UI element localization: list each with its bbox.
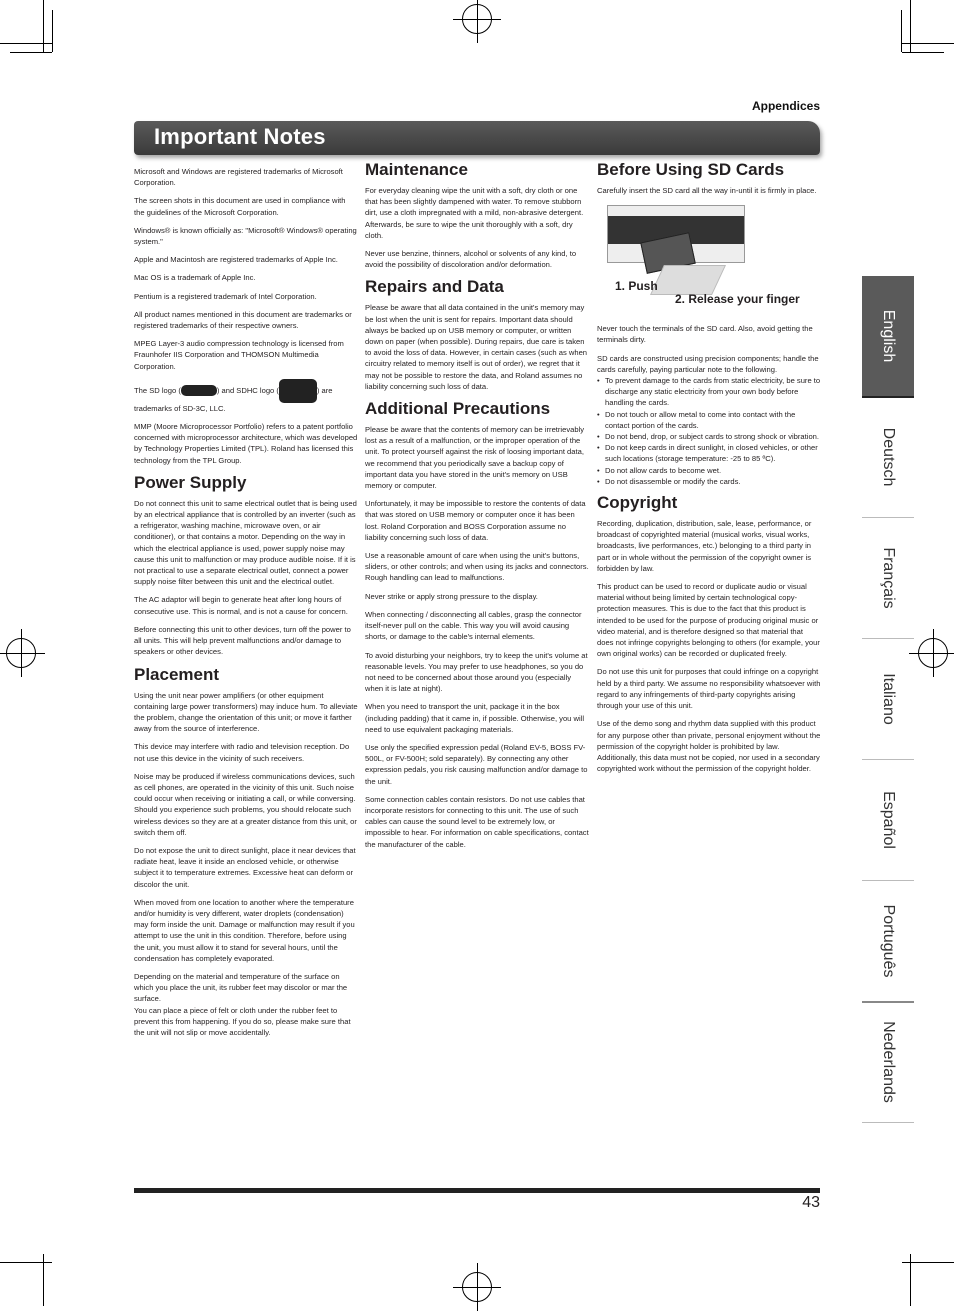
tab-label: Español [880, 791, 897, 849]
paragraph: SD cards are constructed using precision components; handle the cards carefully, paying particular note to the following. [597, 353, 819, 374]
crop-mark [910, 0, 911, 52]
tab-label: Deutsch [880, 427, 897, 487]
paragraph: Recording, duplication, distribution, sale, lease, performance, or broadcast of copyrighted material (musical works, visual works, broadcasts, live performances, etc.) belonging to a third party in part or in whole without the permission of the copyright owner is forbidden by law. [597, 519, 812, 573]
registration-mark [462, 4, 492, 34]
paragraph: Please be aware that the contents of memory can be irretrievably lost as a result of a malfunction, or the improper operation of the unit. To protect yourself against the risk of loosing important data, we recommend that you periodically save a backup copy of important data you have stored in the unit's memory on USB memory or computer. [365, 425, 585, 491]
text: The SD logo ( [134, 385, 181, 395]
paragraph: Never use benzine, thinners, alcohol or solvents of any kind, to avoid the possibility of discoloration and/or deformation. [365, 249, 577, 270]
list-item: • Do not keep cards in direct sunlight, in closed vehicles, or other such locations (storage temperature: -25 to 85 ºC). [605, 442, 821, 464]
paragraph: Carefully insert the SD card all the way in-until it is firmly in place. [597, 186, 817, 195]
page-title: Important Notes [154, 124, 326, 149]
crop-mark [10, 52, 52, 53]
paragraph: This product can be used to record or duplicate audio or visual material without being limited by certain technological copy-protection measures. This is due to the fact that this product is intended to be used for the purpose of producing original music or video material, and is therefore designed so that material that does not infringe copyrights belonging to others (for example, your own original works) can be recorded or duplicated freely. [597, 582, 820, 659]
paragraph: Mac OS is a trademark of Apple Inc. [134, 273, 256, 283]
paragraph: All product names mentioned in this document are trademarks or registered trademarks of their respective owners. [134, 309, 352, 331]
paragraph: Pentium is a registered trademark of Intel Corporation. [134, 291, 317, 301]
paragraph: MMP (Moore Microprocessor Portfolio) refers to a patent portfolio concerned with microprocessor architecture, which was developed by Technology Properties Limited (TPL). Roland has licensed this technology from the TPL Group. [134, 422, 358, 465]
sd-logo-icon [181, 385, 217, 396]
registration-mark [462, 1272, 492, 1302]
arrow-icon [650, 265, 726, 295]
tab-deutsch[interactable] [862, 397, 914, 518]
paragraph: Using the unit near power amplifiers (or other equipment containing large power transformers) may induce hum. To alleviate the problem, change the orientation of this unit; or move it farther away from the source of interference. [134, 690, 358, 734]
heading-power-supply: Power Supply [134, 472, 247, 492]
paragraph: Windows® is known officially as: "Microsoft® Windows® operating system." [134, 225, 357, 247]
release-label: 2. Release your finger [675, 292, 800, 307]
paragraph: MPEG Layer-3 audio compression technology is licensed from Fraunhofer IIS Corporation and THOMSON Multimedia Corporation. [134, 339, 344, 371]
tab-label: Português [880, 904, 897, 978]
page-number: 43 [802, 1194, 820, 1211]
paragraph: Do not connect this unit to same electrical outlet that is being used by an electrical appliance that is controlled by an inverter (such as a refrigerator, washing machine, microwave oven, or air conditioner), or that contains a motor. Depending on the way in which the electrical appliance is used, power supply noise may cause this unit to malfunction or may produce audible noise. If it is not practical to use a separate electrical outlet, connect a power supply noise filter between this unit and the electrical outlet. [134, 498, 357, 587]
paragraph: The AC adaptor will begin to generate heat after long hours of consecutive use. This is normal, and is not a cause for concern. [134, 595, 348, 616]
crop-mark [901, 10, 902, 52]
paragraph: Do not expose the unit to direct sunlight, place it near devices that radiate heat, leave it inside an enclosed vehicle, or otherwise subject it to temperature extremes. Excessive heat can deform or discolor the unit. [134, 845, 356, 889]
paragraph: To avoid disturbing your neighbors, try to keep the unit's volume at reasonable levels. You may prefer to use headphones, so you do not need to be concerned about those around you (especially when it is late at night). [365, 650, 588, 694]
list-item: • Do not touch or allow metal to come into contact with the contact portion of the cards. [605, 409, 821, 431]
paragraph: Never touch the terminals of the SD card. Also, avoid getting the terminals dirty. [597, 324, 813, 345]
list-item: • Do not bend, drop, or subject cards to strong shock or vibration. [605, 431, 821, 442]
paragraph: When connecting / disconnecting all cables, grasp the connector itself-never pull on the cable. This way you will avoid causing shorts, or damage to the cable's internal elements. [365, 609, 582, 642]
paragraph: Before connecting this unit to other devices, turn off the power to all units. This will help prevent malfunctions and/or damage to speakers or other devices. [134, 624, 351, 657]
column-3 [597, 160, 821, 781]
paragraph: Depending on the material and temperature of the surface on which you place the unit, its rubber feet may discolor or mar the surface. [134, 971, 348, 1004]
paragraph: The screen shots in this document are used in compliance with the guidelines of the Microsoft Corporation. [134, 196, 346, 217]
paragraph: When moved from one location to another where the temperature and/or humidity is very different, water droplets (condensation) may form inside the unit. Damage or malfunction may result if you attempt to use the unit in this condition. Therefore, before using the unit, you must allow it to stand for several hours, until the condensation has completely evaporated. [134, 897, 355, 963]
sd-precautions-list [597, 375, 821, 487]
tab-english[interactable] [862, 276, 914, 398]
tab-label: Nederlands [880, 1021, 897, 1103]
tab-label: Français [880, 547, 897, 609]
paragraph: When you need to transport the unit, package it in the box (including padding) that it came in, if possible. Otherwise, you will need to use equivalent packaging materials. [365, 702, 585, 734]
list-item: • Do not disassemble or modify the cards. [605, 476, 821, 487]
tab-label: English [880, 309, 897, 363]
crop-mark [902, 52, 944, 53]
paragraph: Do not use this unit for purposes that could infringe on a copyright held by a third party. We assume no responsibility whatsoever with regard to any infringements of third-party copyrights arising through your use of this unit. [597, 667, 821, 711]
paragraph: Microsoft and Windows are registered trademarks of Microsoft Corporation. [134, 167, 343, 188]
paragraph: Apple and Macintosh are registered trademarks of Apple Inc. [134, 255, 338, 265]
crop-mark [43, 1254, 44, 1306]
paragraph: Use only the specified expression pedal (Roland EV-5, BOSS FV-500L, or FV-500H; sold separately). By connecting any other expression pedals, you risk causing malfunction and/or damage to the unit. [365, 742, 588, 786]
column-2 [365, 160, 589, 857]
list-item: • To prevent damage to the cards from static electricity, be sure to discharge any static electricity from your own body before handling the cards. [605, 375, 821, 409]
tab-label: Italiano [880, 673, 897, 725]
title-bar [134, 121, 820, 155]
paragraph: Noise may be produced if wireless communications devices, such as cell phones, are operated in the vicinity of this unit. Such noise could occur when receiving or initiating a call, or while conversing. Should you experience such problems, you should relocate such wireless devices so they are at a greater distance from this unit, or switch them off. [134, 771, 357, 837]
tab-espanol[interactable] [862, 760, 914, 881]
paragraph: This device may interfere with radio and television reception. Do not use this device in the vicinity of such receivers. [134, 742, 350, 763]
paragraph: Unfortunately, it may be impossible to restore the contents of data that was stored on USB memory or computer once it has been lost. Roland Corporation and BOSS Corporation assume no liability concerning such loss of data. [365, 499, 586, 542]
column-1 [134, 166, 358, 1045]
heading-additional-precautions: Additional Precautions [365, 399, 551, 419]
paragraph: You can place a piece of felt or cloth under the rubber feet to prevent this from happening. If you do so, please make sure that the unit will not slip or move accidentally. [134, 1005, 351, 1037]
crop-mark [0, 1262, 52, 1263]
paragraph: Use a reasonable amount of care when using the unit's buttons, sliders, or other controls; and when using its jacks and connectors. Rough handling can lead to malfunctions. [365, 551, 589, 583]
heading-maintenance: Maintenance [365, 160, 468, 179]
paragraph: Some connection cables contain resistors. Do not use cables that incorporate resistors for connecting to this unit. The use of such cables can cause the sound level to be extremely low, or impossible to hear. For information on cable specifications, contact the manufacturer of the cable. [365, 794, 589, 849]
sdhc-logo-icon [279, 379, 317, 403]
paragraph: Use of the demo song and rhythm data supplied with this product for any purpose other than private, personal enjoyment without the permission of the copyright holder is prohibited by law. Additionally, this data must not be copied, nor used in a secondary copyrighted work without the permission of the copyright holder. [597, 719, 821, 774]
paragraph: Please be aware that all data contained in the unit's memory may be lost when the unit is sent for repairs. Important data should always be backed up on USB memory or computer, or written down on paper (when possible). During repairs, due care is taken to avoid the loss of data. However, in certain cases (such as when circuitry related to memory itself is out of order), we regret that it may not be possible to restore the data, and Roland assumes no liability concerning such loss of data. [365, 303, 588, 391]
list-item: • Do not allow cards to become wet. [605, 465, 821, 476]
push-label: 1. Push [615, 279, 658, 294]
tab-nederlands[interactable] [862, 1002, 914, 1123]
heading-repairs-and-data: Repairs and Data [365, 277, 504, 297]
tab-francais[interactable] [862, 518, 914, 639]
registration-mark [6, 638, 36, 668]
registration-mark [918, 638, 948, 668]
tab-italiano[interactable] [862, 639, 914, 760]
crop-mark [910, 1254, 911, 1306]
tab-portugues[interactable] [862, 881, 914, 1003]
sd-logo-paragraph [134, 379, 358, 414]
section-label: Appendices [751, 99, 820, 113]
heading-copyright: Copyright [597, 493, 678, 513]
crop-mark [52, 10, 53, 52]
text: ) and SDHC logo ( [216, 385, 279, 395]
text: ) are trademarks of SD-3C, LLC. [134, 385, 333, 413]
paragraph: Never strike or apply strong pressure to the display. [365, 591, 538, 601]
sd-card-illustration [597, 203, 821, 313]
footer-rule [134, 1188, 820, 1193]
paragraph: For everyday cleaning wipe the unit with a soft, dry cloth or one that has been slightly dampened with water. To remove stubborn dirt, use a cloth impregnated with a mild, non-abrasive detergent. Afterwards, be sure to wipe the unit thoroughly with a soft, dry cloth. [365, 186, 584, 240]
crop-mark [43, 0, 44, 52]
heading-placement: Placement [134, 664, 220, 684]
heading-before-using-sd-cards: Before Using SD Cards [597, 160, 785, 179]
crop-mark [0, 43, 52, 44]
